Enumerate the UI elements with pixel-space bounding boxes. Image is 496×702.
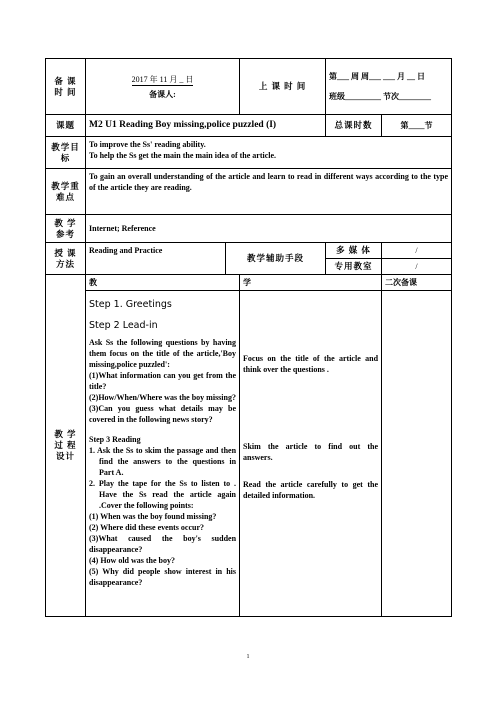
- reading-point: (3)What caused the boy's sudden disappearance?: [89, 534, 237, 554]
- step3-heading: Step 3 Reading: [89, 435, 141, 444]
- reading-item: 2. Play the tape for the Ss to listen to . Have the Ss read the article again .Cover the following points:: [89, 479, 237, 510]
- learn-note: Focus on the title of the article and think over the questions .: [243, 354, 379, 374]
- prep-date: 2017 年 11 月 _ 日: [131, 74, 194, 84]
- goal-line: To help the Ss get the main the main idea of the article.: [89, 151, 277, 160]
- learn-note: Read the article carefully to get the detailed information.: [243, 480, 379, 500]
- leadin-question: (3)Can you guess what details may be covered in the following news story?: [89, 404, 237, 424]
- goals-label: 教学目标: [46, 137, 86, 169]
- method-text: Reading and Practice: [86, 243, 226, 275]
- col-learn-header: 学: [240, 275, 382, 291]
- reading-point: (5) Why did people show interest in his disappearance?: [89, 567, 237, 587]
- class-line: 班级_________ 节次________: [329, 92, 432, 101]
- reading-item: 1. Ask the Ss to skim the passage and then find the answers to the questions in Part A.: [89, 446, 237, 477]
- prep-date-cell: [86, 59, 240, 115]
- process-label: 教 学 过 程 设计: [46, 275, 86, 617]
- learn-note: Skim the article to find out the answers.: [243, 442, 379, 462]
- reading-point: (2) Where did these events occur?: [89, 523, 205, 532]
- step2-heading: Step 2 Lead-in: [89, 320, 158, 331]
- learn-column: [240, 291, 382, 617]
- goals-text: [86, 137, 452, 169]
- col-second-header: 二次备课: [382, 275, 452, 291]
- teach-column: [86, 291, 240, 617]
- reading-point: (1) When was the boy found missing?: [89, 512, 217, 521]
- aids-label: 教学辅助手段: [226, 243, 326, 275]
- week-cell: [326, 59, 452, 115]
- leadin-question: (2)How/When/Where was the boy missing?: [89, 393, 236, 402]
- multimedia-label: 多 媒 体: [326, 243, 382, 259]
- key-points-text: To gain an overall understanding of the article and learn to read in different ways according to the type of the article they are reading.: [86, 169, 452, 215]
- leadin-intro: Ask Ss the following questions by having them focus on the title of the article,'Boy missing,police puzzled':: [89, 338, 237, 369]
- reference-text: Internet; Reference: [86, 215, 452, 243]
- topic-label: 课题: [46, 115, 86, 137]
- topic-title: M2 U1 Reading Boy missing,police puzzled (I): [86, 115, 326, 137]
- total-periods-label: 总课时数: [326, 115, 382, 137]
- col-teach-header: 教: [86, 275, 240, 291]
- room-value: /: [382, 259, 452, 275]
- preparer-label: 备课人:: [149, 89, 176, 99]
- method-label: 授 课 方法: [46, 243, 86, 275]
- leadin-question: (1)What information can you get from the title?: [89, 371, 237, 391]
- reference-label: 教 学 参考: [46, 215, 86, 243]
- goal-line: To improve the Ss' reading ability.: [89, 140, 206, 149]
- reading-point: (4) How old was the boy?: [89, 556, 176, 565]
- prep-time-label: 备 课 时 间: [46, 59, 86, 115]
- class-time-label: 上 课 时 间: [240, 59, 326, 115]
- page-number: 1: [246, 654, 250, 660]
- step1-heading: Step 1. Greetings: [89, 299, 172, 310]
- week-line: 第___ 周 周___ ___ 月 __ 日: [329, 72, 426, 81]
- period-value: 第____节: [382, 115, 452, 137]
- second-prep-column: [382, 291, 452, 617]
- key-points-label: 教学重难点: [46, 169, 86, 215]
- multimedia-value: /: [382, 243, 452, 259]
- room-label: 专用教室: [326, 259, 382, 275]
- lesson-plan-table: [45, 58, 452, 617]
